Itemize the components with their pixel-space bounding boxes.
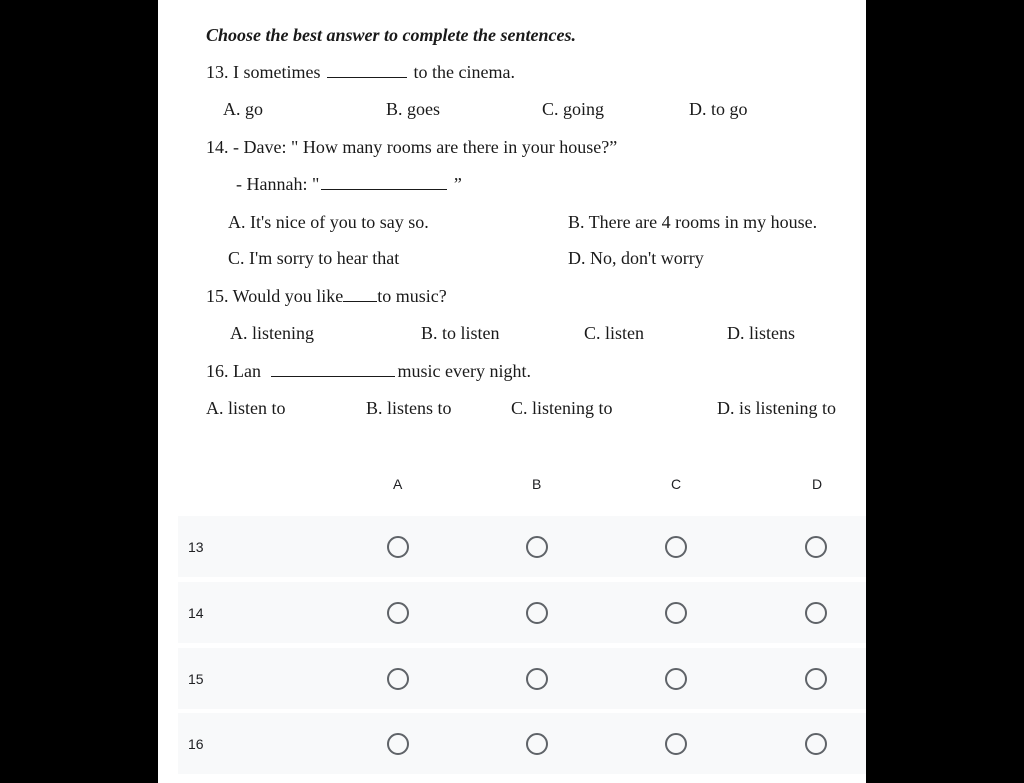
answer-blank bbox=[343, 287, 377, 302]
grid-column-header-a: A bbox=[393, 476, 403, 492]
radio-q16-d[interactable] bbox=[805, 733, 827, 755]
q16-option-a: A. listen to bbox=[206, 398, 286, 418]
radio-q14-b[interactable] bbox=[526, 602, 548, 624]
question-14-line1: 14. - Dave: " How many rooms are there in your house?” bbox=[206, 137, 618, 157]
radio-q16-a[interactable] bbox=[387, 733, 409, 755]
question-15-pre: 15. Would you like bbox=[206, 286, 344, 306]
question-14-post: ” bbox=[449, 174, 462, 194]
grid-row-label: 14 bbox=[188, 604, 204, 621]
question-15-post: to music? bbox=[377, 286, 447, 306]
grid-row-label: 15 bbox=[188, 670, 204, 687]
radio-q16-c[interactable] bbox=[665, 733, 687, 755]
grid-row-label: 16 bbox=[188, 735, 204, 752]
q13-option-a: A. go bbox=[223, 99, 263, 119]
q15-option-d: D. listens bbox=[727, 323, 796, 343]
q16-option-c: C. listening to bbox=[511, 398, 613, 418]
q15-option-a: A. listening bbox=[230, 323, 314, 343]
radio-q15-c[interactable] bbox=[665, 668, 687, 690]
grid-row-14 bbox=[178, 582, 866, 643]
question-16-post: music every night. bbox=[397, 361, 531, 381]
question-13 bbox=[206, 62, 515, 83]
grid-row-16 bbox=[178, 713, 866, 774]
grid-row-15 bbox=[178, 648, 866, 709]
answer-blank bbox=[327, 63, 407, 78]
answer-blank bbox=[321, 175, 447, 190]
q13-option-b: B. goes bbox=[386, 99, 440, 119]
question-16 bbox=[206, 361, 531, 382]
question-14-line2 bbox=[236, 174, 462, 195]
radio-q15-a[interactable] bbox=[387, 668, 409, 690]
grid-row-label: 13 bbox=[188, 538, 204, 555]
grid-column-header-d: D bbox=[812, 476, 823, 492]
radio-q13-d[interactable] bbox=[805, 536, 827, 558]
radio-q14-c[interactable] bbox=[665, 602, 687, 624]
q13-option-d: D. to go bbox=[689, 99, 748, 119]
answer-blank bbox=[271, 362, 395, 377]
grid-column-header-b: B bbox=[532, 476, 542, 492]
radio-q15-d[interactable] bbox=[805, 668, 827, 690]
q14-option-c: C. I'm sorry to hear that bbox=[228, 248, 400, 268]
radio-q16-b[interactable] bbox=[526, 733, 548, 755]
radio-q14-a[interactable] bbox=[387, 602, 409, 624]
q14-option-a: A. It's nice of you to say so. bbox=[228, 212, 429, 232]
radio-q13-c[interactable] bbox=[665, 536, 687, 558]
worksheet-page bbox=[158, 0, 866, 783]
radio-q13-b[interactable] bbox=[526, 536, 548, 558]
instruction-title: Choose the best answer to complete the sentences. bbox=[206, 25, 576, 45]
q15-option-b: B. to listen bbox=[421, 323, 500, 343]
q16-option-d: D. is listening to bbox=[717, 398, 837, 418]
question-13-post: to the cinema. bbox=[409, 62, 515, 82]
grid-row-13 bbox=[178, 516, 866, 577]
radio-q14-d[interactable] bbox=[805, 602, 827, 624]
q14-option-d: D. No, don't worry bbox=[568, 248, 704, 268]
grid-column-header-c: C bbox=[671, 476, 682, 492]
radio-q15-b[interactable] bbox=[526, 668, 548, 690]
q14-option-b: B. There are 4 rooms in my house. bbox=[568, 212, 818, 232]
q13-option-c: C. going bbox=[542, 99, 605, 119]
radio-q13-a[interactable] bbox=[387, 536, 409, 558]
question-16-pre: 16. Lan bbox=[206, 361, 266, 381]
question-13-pre: 13. I sometimes bbox=[206, 62, 325, 82]
question-15 bbox=[206, 286, 447, 307]
question-14-pre: - Hannah: " bbox=[236, 174, 320, 194]
q15-option-c: C. listen bbox=[584, 323, 645, 343]
q16-option-b: B. listens to bbox=[366, 398, 452, 418]
